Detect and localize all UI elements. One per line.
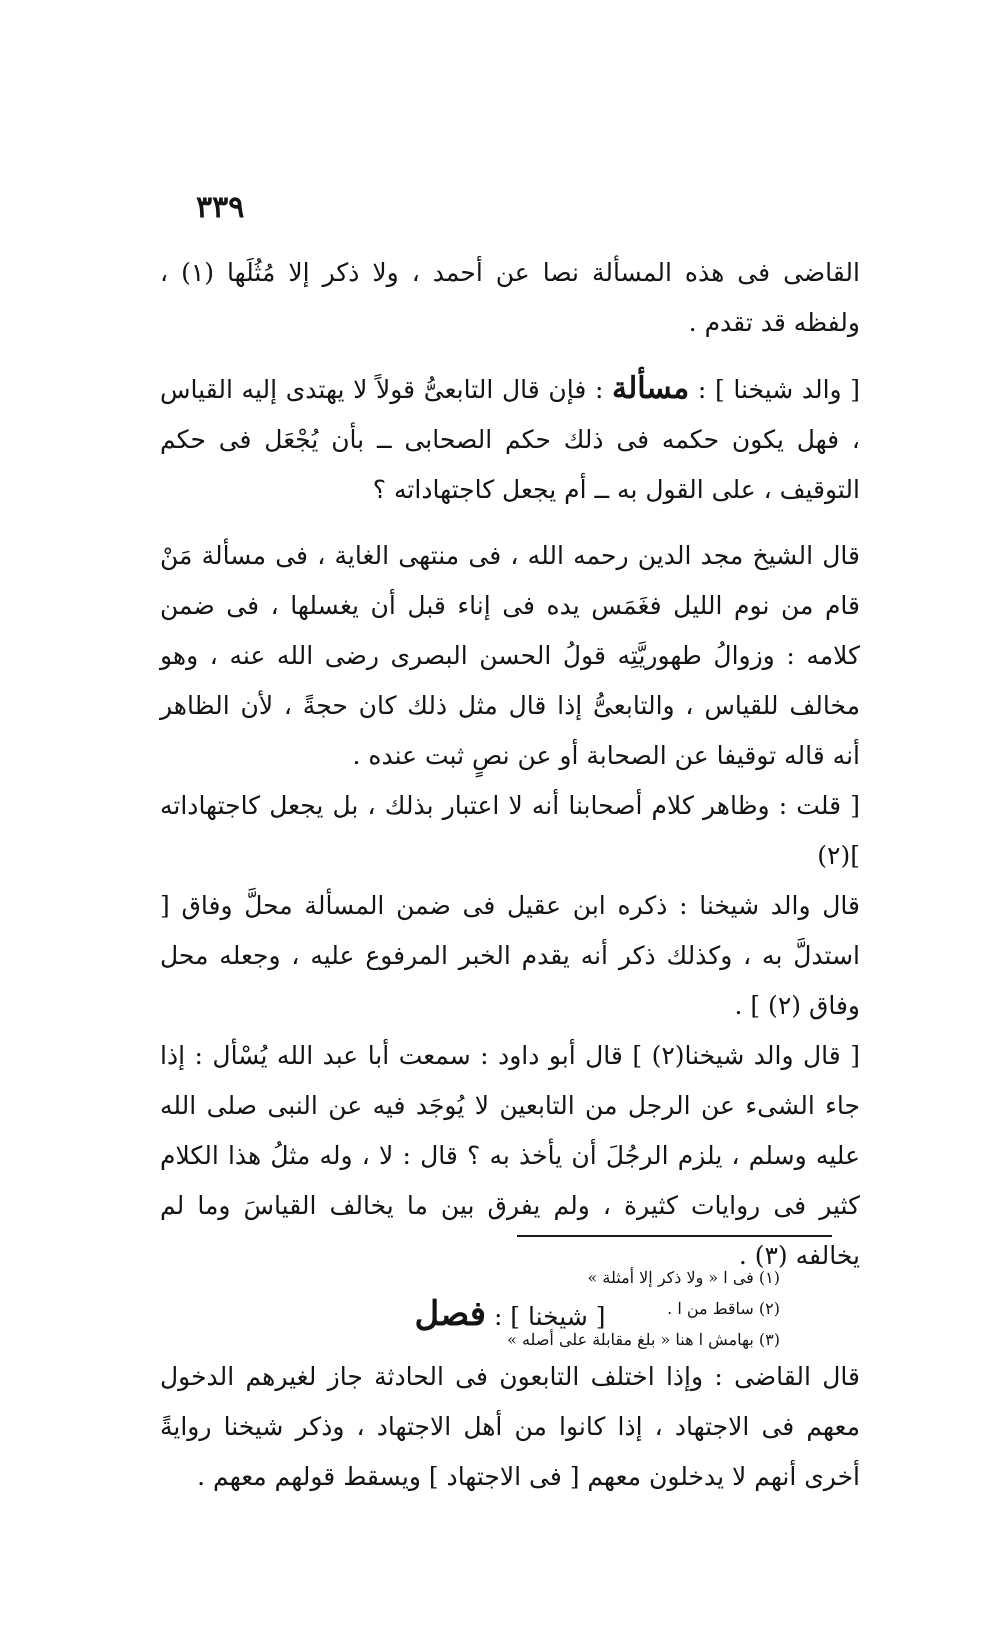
footnotes (420, 1262, 780, 1355)
fasl-prefix: [ شيخنا ] : (493, 1302, 606, 1331)
footnote-3: (٣) بهامش ا هنا « بلغ مقابلة على أصله » (507, 1330, 780, 1349)
ibn-aqil-text: قال والد شيخنا : ذكره ابن عقيل فى ضمن المسألة محلَّ وفاق [ استدلَّ به ، وكذلك ذكر أنه يقدم الخبر المرفوع عليه ، وجعله محل وفاق (٢) ] . (160, 891, 860, 1020)
paragraph-abu-dawud (160, 1031, 860, 1281)
paragraph-1 (160, 248, 860, 348)
fasl-heading: فصل (414, 1294, 486, 1334)
qultu-text: [ قلت : وظاهر كلام أصحابنا أنه لا اعتبار بذلك ، بل يجعل كاجتهاداته ](٢) (160, 791, 860, 870)
footnote-1: (١) فى ا « ولا ذكر إلا أمثلة » (587, 1268, 780, 1287)
masala-heading: مسألة (612, 371, 690, 406)
final-text: قال القاضى : وإذا اختلف التابعون فى الحادثة جاز لغيرهم الدخول معهم فى الاجتهاد ، إذا كانوا من أهل الاجتهاد ، وذكر شيخنا روايةً أخرى أنهم لا يدخلون معهم [ فى الاجتهاد ] ويسقط قولهم معهم . (160, 1362, 860, 1491)
paragraph-masala (160, 364, 860, 515)
paragraph-majd-aldin (160, 531, 860, 781)
majd-aldin-text: قال الشيخ مجد الدين رحمه الله ، فى منتهى الغاية ، فى مسألة مَنْ قام من نوم الليل فغَمَس يده فى إناء قبل أن يغسلها ، فى ضمن كلامه : وزوالُ طهوريَّتِه قولُ الحسن البصرى رضى الله عنه ، وهو مخالف للقياس ، والتابعىُّ إذا قال مثل ذلك كان حجةً ، لأن الظاهر أنه قاله توقيفا عن الصحابة أو عن نصٍ ثبت عنده . (160, 541, 860, 770)
masala-text: : فإن قال التابعىُّ قولاً لا يهتدى إليه القياس ، فهل يكون حكمه فى ذلك حكم الصحابى ــ بأن يُجْعَل فى حكم التوقيف ، على القول به ــ أم يجعل كاجتهاداته ؟ (160, 375, 860, 504)
paragraph-final (160, 1352, 860, 1502)
page-number: ٣٣٩ (196, 190, 245, 225)
paragraph-ibn-aqil (160, 881, 860, 1031)
abu-dawud-text: [ قال والد شيخنا(٢) ] قال أبو داود : سمعت أبا عبد الله يُسْأل : إذا جاء الشىء عن الرجل من التابعين لا يُوجَد فيه عن النبى صلى الله عليه وسلم ، يلزم الرجُلَ أن يأخذ به ؟ قال : لا ، وله مثلُ هذا الكلام كثير فى روايات كثيرة ، ولم يفرق بين ما يخالف القياسَ وما لم يخالفه (٣) . (160, 1041, 860, 1270)
paragraph-qultu (160, 781, 860, 881)
footnote-2: (٢) ساقط من ا . (667, 1299, 780, 1318)
paragraph-1-text: القاضى فى هذه المسألة نصا عن أحمد ، ولا ذكر إلا مُثُلَها (١) ، ولفظه قد تقدم . (160, 258, 860, 337)
footnote-divider (517, 1235, 832, 1237)
masala-prefix: [ والد شيخنا ] : (697, 375, 860, 404)
